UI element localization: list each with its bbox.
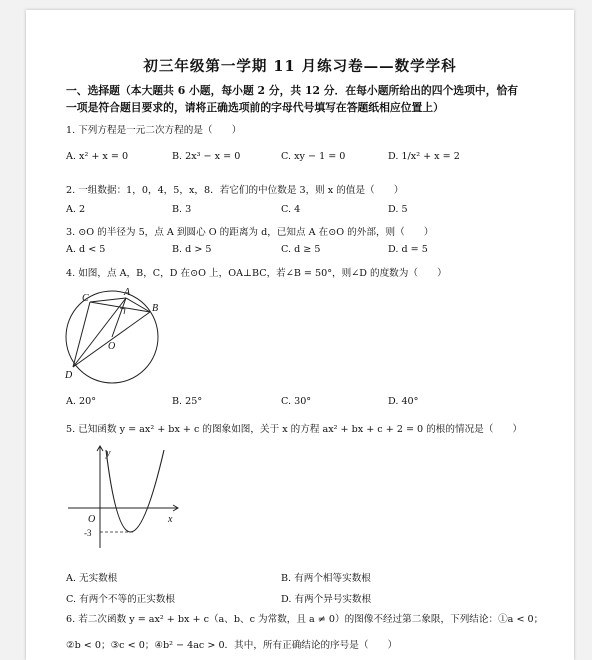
label-x: x (168, 514, 173, 525)
question-5-option-c: C. 有两个不等的正实数根 (66, 594, 176, 605)
question-4-option-c: C. 30° (281, 396, 312, 407)
question-4-option-d: D. 40° (388, 396, 419, 407)
question-4-option-a: A. 20° (66, 396, 97, 407)
document-page (26, 10, 574, 660)
question-5-option-a: A. 无实数根 (66, 573, 118, 584)
circle-figure (64, 285, 164, 385)
question-2-option-d: D. 5 (388, 204, 408, 215)
question-3-option-b: B. d > 5 (172, 244, 212, 255)
question-1-option-a: A. x² + x = 0 (66, 151, 129, 162)
page-title: 初三年级第一学期 11 月练习卷——数学学科 (143, 58, 457, 75)
parabola-figure (64, 442, 184, 552)
section-heading-line2: 一项是符合题目要求的，请将正确选项前的字母代号填写在答题纸相应位置上） (66, 101, 444, 114)
section-heading-line1: 一、选择题（本大题共 6 小题，每小题 2 分，共 12 分．在每小题所给出的四个选项中，恰有 (66, 84, 519, 97)
question-5-option-d: D. 有两个异号实数根 (281, 594, 372, 605)
label-y: y (106, 448, 111, 459)
question-2-stem: 2. 一组数据：1，0，4，5，x，8．若它们的中位数是 3，则 x 的值是（ ） (66, 185, 404, 196)
label-c: C (82, 293, 89, 304)
label-o: O (108, 341, 116, 352)
question-4-option-b: B. 25° (172, 396, 203, 407)
label-minus-3: -3 (84, 528, 92, 538)
question-1-option-c: C. xy − 1 = 0 (281, 151, 346, 162)
chord-da (73, 298, 126, 367)
question-2-option-b: B. 3 (172, 204, 192, 215)
question-1-stem: 1. 下列方程是一元二次方程的是（ ） (66, 125, 242, 136)
label-a: A (124, 287, 131, 298)
question-1-option-d: D. 1/x² + x = 2 (388, 151, 460, 162)
question-3-option-d: D. d = 5 (388, 244, 428, 255)
chord-ca (90, 298, 126, 302)
question-4-stem: 4. 如图，点 A，B，C，D 在⊙O 上，OA⊥BC，若∠B = 50°，则∠D 的度数为（ ） (66, 268, 447, 279)
label-origin: O (88, 514, 96, 525)
parabola-curve (106, 450, 164, 532)
question-3-option-a: A. d < 5 (66, 244, 106, 255)
question-3-stem: 3. ⊙O 的半径为 5，点 A 到圆心 O 的距离为 d，已知点 A 在⊙O 的外部，则（ ） (66, 227, 434, 238)
question-2-option-a: A. 2 (66, 204, 86, 215)
question-1-option-b: B. 2x³ − x = 0 (172, 151, 241, 162)
label-b: B (152, 303, 159, 314)
label-d: D (65, 370, 73, 381)
question-6-stem: 6. 若二次函数 y = ax² + bx + c（a、b、c 为常数，且 a ≠ 0）的图像不经过第二象限，下列结论：①a < 0； (66, 614, 544, 625)
question-5-stem: 5. 已知函数 y = ax² + bx + c 的图象如图，关于 x 的方程 ax² + bx + c + 2 = 0 的根的情况是（ ） (66, 424, 523, 435)
question-5-option-b: B. 有两个相等实数根 (281, 573, 371, 584)
chord-db (73, 312, 150, 367)
question-6-stem-line2: ②b < 0；③c < 0；④b² − 4ac > 0．其中，所有正确结论的序号是（ ） (66, 640, 398, 651)
question-3-option-c: C. d ≥ 5 (281, 244, 321, 255)
question-2-option-c: C. 4 (281, 204, 301, 215)
